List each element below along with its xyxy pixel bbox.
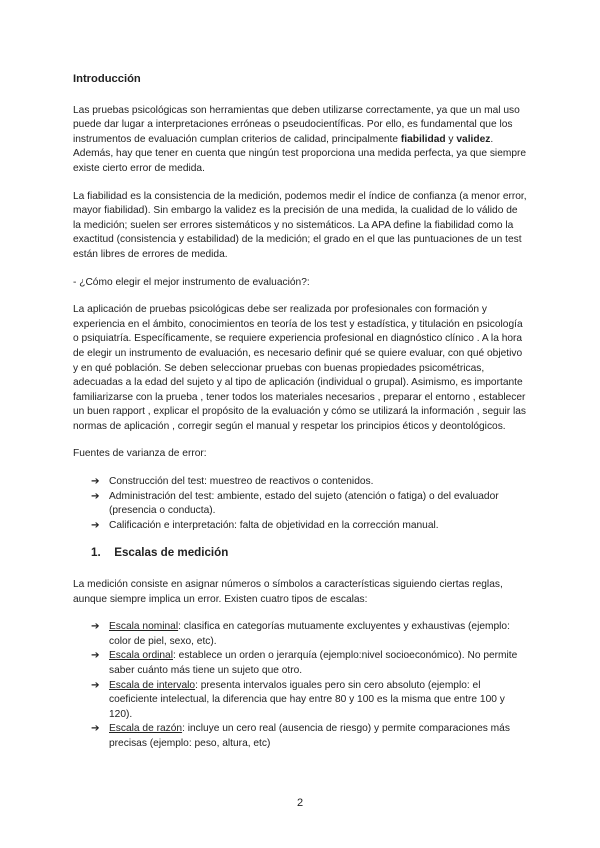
list-item: ➔ Construcción del test: muestreo de reactivos o contenidos. [73, 475, 528, 490]
sources-label: Fuentes de varianza de error: [73, 448, 207, 460]
list-item: ➔ Administración del test: ambiente, estado del sujeto (atención o fatiga) o del evaluador (presencia o conducta). [91, 490, 499, 517]
scale-term: Escala de razón [109, 723, 183, 735]
arrow-icon: ➔ [91, 490, 100, 502]
sources-list [73, 475, 528, 533]
list-item: ➔ Escala de intervalo: presenta intervalos iguales pero sin cero absoluto (ejemplo: el coeficiente intelectual, la diferencia que hay entre 80 y 100 es la misma que entre 100 y 120). [91, 679, 505, 720]
list-item: ➔ Calificación e interpretación: falta de objetividad en la corrección manual. [73, 519, 528, 534]
fiabilidad-bold: fiabilidad [400, 133, 446, 145]
arrow-icon: ➔ [91, 621, 100, 633]
scales-list [73, 620, 528, 751]
list-item: ➔ Escala nominal: clasifica en categorías mutuamente excluyentes y exhaustivas (ejemplo: color de piel, sexo, etc). [91, 621, 510, 647]
validez-bold: validez [456, 133, 491, 145]
scale-term: Escala ordinal [109, 650, 173, 662]
p1-text-d: . Además, hay que tener en cuenta que ningún test proporciona una medida perfecta, ya que siempre existe cierto error de medida. [73, 133, 527, 174]
section-title: Escalas de medición [114, 546, 229, 560]
page-number: 2 [296, 797, 304, 809]
arrow-icon: ➔ [91, 650, 100, 662]
arrow-icon: ➔ [91, 679, 100, 691]
section-number: 1. [91, 546, 101, 560]
scale-term: Escala de intervalo [109, 679, 196, 691]
arrow-icon: ➔ [91, 476, 100, 488]
intro-paragraph-3: La aplicación de pruebas psicológicas debe ser realizada por profesionales con formación y experiencia en el ámbito, conocimientos en teoría de los test y estadística, y titulación en psicología o psiquiatría. Específicamente, se requiere experiencia profesional en diagnóstico clínico . A la hora de elegir un instrumento de evaluación, es necesario definir qué se quiere evaluar, con qué objetivo y en qué población. Se deben seleccionar pruebas con buenas propiedades psicométricas, adecuadas a la edad del sujeto y al tipo de aplicación (individual o grupal). Asimismo, es importante familiarizarse con la prueba , tener todos los materiales necesarios , preparar el entorno , establecer un buen rapport , explicar el propósito de la evaluación y cómo se utilizará la información , seguir las normas de aplicación , corregir según el manual y respetar los principios éticos y deontológicos. [73, 304, 527, 432]
arrow-icon: ➔ [91, 519, 100, 531]
arrow-icon: ➔ [91, 723, 100, 735]
question-line: - ¿Cómo elegir el mejor instrumento de evaluación?: [73, 276, 310, 288]
p1-text-c: y [445, 133, 457, 145]
section-1-heading [73, 546, 528, 561]
intro-paragraph-1 [73, 104, 528, 177]
section-1-intro: La medición consiste en asignar números o símbolos a características siguiendo ciertas reglas, aunque siempre implica un error. Existen cuatro tipos de escalas: [73, 579, 503, 605]
intro-paragraph-2: La fiabilidad es la consistencia de la medición, podemos medir el índice de confianza (a menor error, mayor fiabilidad). Sin embargo la validez es la precisión de una medida, la cualidad de lo válido de la medición; suelen ser errores sistemáticos y no sistemáticos. La APA define la fiabilidad como la exactitud (consistencia y estabilidad) de la medición; el grado en el que las puntuaciones de un test están libres de errores de medida. [73, 190, 527, 260]
list-item: ➔ Escala de razón: incluye un cero real (ausencia de riesgo) y permite comparaciones más precisas (ejemplo: peso, altura, etc) [91, 723, 510, 749]
list-item: ➔ Escala ordinal: establece un orden o jerarquía (ejemplo:nivel socioeconómico). No permite saber cuánto más tiene un sujeto que otro. [91, 650, 518, 676]
scale-term: Escala nominal [109, 621, 179, 633]
p1-text-a: Las pruebas psicológicas son herramientas que deben utilizarse correctamente, ya que un mal uso puede dar lugar a interpretaciones erróneas o pseudocientíficas. Por ello, es fundamental que los instrumentos de evaluación cumplan criterios de calidad, principalmente [73, 104, 520, 145]
document-page [73, 72, 528, 765]
introduction-heading: Introducción [73, 73, 141, 85]
